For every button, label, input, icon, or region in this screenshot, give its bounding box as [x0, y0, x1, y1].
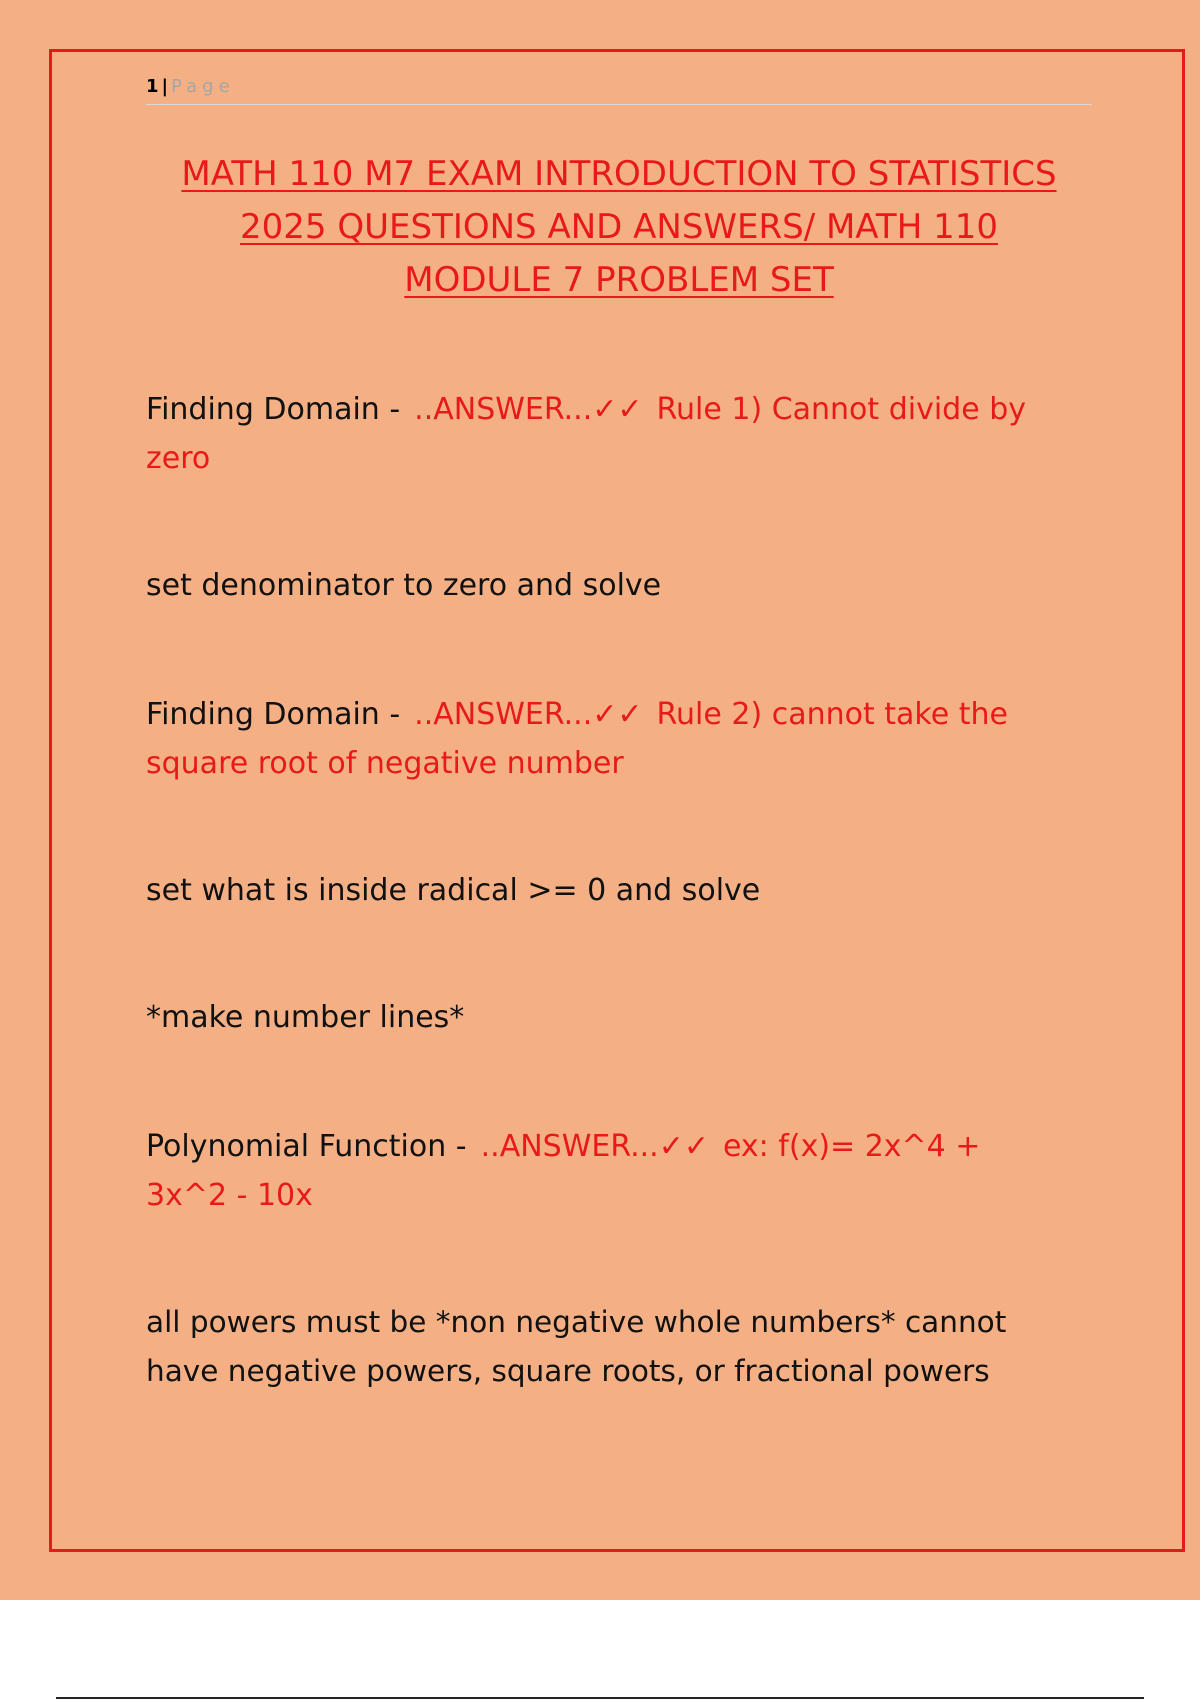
note-denominator: set denominator to zero and solve	[146, 568, 662, 603]
answer-text: Rule 2) cannot take the	[656, 697, 1008, 732]
answer-text-continued: square root of negative number	[146, 746, 624, 781]
page-separator: |	[161, 76, 169, 97]
title-line: MODULE 7 PROBLEM SET	[404, 260, 834, 300]
answer-text-continued: 3x^2 - 10x	[146, 1178, 313, 1213]
footer-rule	[56, 1697, 1144, 1699]
note-powers-line: have negative powers, square roots, or fractional powers	[146, 1354, 990, 1388]
page-number: 1	[146, 76, 159, 97]
answer-text: Rule 1) Cannot divide by	[656, 392, 1027, 427]
title-line: 2025 QUESTIONS AND ANSWERS/ MATH 110	[240, 207, 998, 247]
answer-marker: ..ANSWER...✓✓	[414, 392, 643, 427]
note-powers	[146, 1298, 1096, 1396]
qa-item-domain-rule-1	[146, 385, 1096, 483]
qa-item-domain-rule-2	[146, 690, 1096, 788]
page-label: Page	[171, 76, 235, 97]
document-title	[146, 148, 1092, 307]
question-term: Finding Domain -	[146, 392, 401, 427]
answer-text-continued: zero	[146, 441, 211, 476]
note-powers-line: all powers must be *non negative whole numbers* cannot	[146, 1305, 1007, 1339]
title-line: MATH 110 M7 EXAM INTRODUCTION TO STATISTICS	[181, 154, 1057, 194]
question-term: Polynomial Function -	[146, 1129, 467, 1164]
note-number-lines: *make number lines*	[146, 1000, 465, 1035]
question-term: Finding Domain -	[146, 697, 401, 732]
note-radical: set what is inside radical >= 0 and solve	[146, 873, 761, 908]
answer-text: ex: f(x)= 2x^4 +	[722, 1129, 981, 1164]
answer-marker: ..ANSWER...✓✓	[414, 697, 643, 732]
qa-item-polynomial-function	[146, 1122, 1096, 1220]
page-header	[146, 74, 1092, 105]
answer-marker: ..ANSWER...✓✓	[480, 1129, 709, 1164]
